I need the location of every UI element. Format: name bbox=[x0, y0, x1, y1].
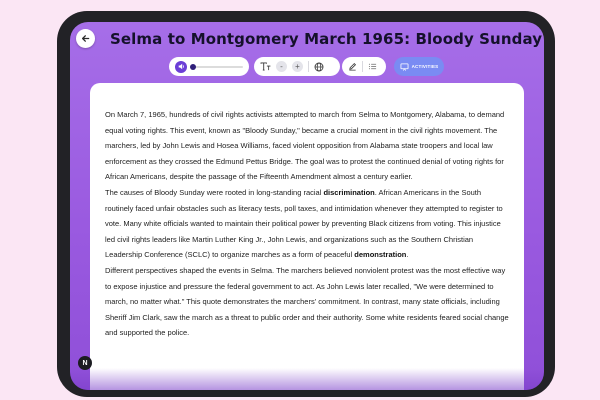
text-run: . African Americans in the South routinely faced unfair obstacles such as literacy tests, poll taxes, and intimidation whenever they attempted to register to vote. Many white officials wanted to maintain their political power by preventing Black citizens from voting. This injustice led civil rights leaders like Martin Luther King Jr., John Lewis, and organizations such as the Southern Christian Leadership Conference (SCLC) to organize marches as a form of peaceful bbox=[105, 187, 503, 260]
corner-badge-label: N bbox=[82, 359, 88, 367]
toolbar-divider bbox=[362, 61, 363, 72]
annotation-tools bbox=[342, 57, 386, 76]
back-button[interactable] bbox=[76, 29, 95, 48]
list-icon[interactable] bbox=[368, 62, 377, 71]
vocab-term-discrimination[interactable]: discrimination bbox=[323, 187, 375, 197]
article-paragraph-1: On March 7, 1965, hundreds of civil rights activists attempted to march from Selma to Montgomery, Alabama, to demand equal voting rights. This event, known as "Bloody Sunday," became a crucial moment in the civil rights movement. The marchers, led by John Lewis and Hosea Williams, faced violent opposition from Alabama state troopers and local law enforcement as they crossed the Edmund Pettus Bridge. The goal was to protest the continued denial of voting rights for African Americans, despite the passage of the Fifteenth Amendment almost a century earlier. bbox=[105, 110, 505, 182]
article-card bbox=[90, 83, 524, 390]
article-paragraph-2 bbox=[105, 185, 509, 263]
pen-icon[interactable] bbox=[348, 62, 357, 71]
arrow-left-icon bbox=[81, 34, 90, 43]
page-title: Selma to Montgomery March 1965: Bloody Sunday bbox=[110, 30, 543, 48]
text-size-icon[interactable] bbox=[260, 62, 271, 71]
font-decrease-button[interactable]: - bbox=[276, 61, 287, 72]
article-paragraph-3: Different perspectives shaped the events in Selma. The marchers believed nonviolent protest was the most effective way to expose injustice and pressure the federal government to act. As John Lewis later recalled, "We were determined to march, no matter what." This quote demonstrates the marchers' commitment. In contrast, many state officials, including Sheriff Jim Clark, saw the march as a threat to public order and their authority. Some white residents feared social change and supported the police. bbox=[105, 265, 509, 338]
text-run: The causes of Bloody Sunday were rooted in long-standing racial bbox=[105, 187, 324, 197]
activities-button[interactable] bbox=[394, 57, 444, 76]
app-screen bbox=[70, 22, 544, 390]
text-tools bbox=[254, 57, 340, 76]
presentation-icon bbox=[400, 63, 409, 71]
text-run: . bbox=[406, 250, 409, 260]
audio-progress-handle[interactable] bbox=[190, 64, 196, 70]
audio-player bbox=[169, 57, 249, 76]
activities-label: ACTIVITIES bbox=[411, 64, 439, 69]
font-increase-button[interactable]: + bbox=[292, 61, 303, 72]
audio-progress-track[interactable] bbox=[192, 66, 243, 68]
corner-badge[interactable] bbox=[78, 356, 92, 370]
reader-toolbar bbox=[70, 57, 544, 76]
audio-play-button[interactable] bbox=[175, 61, 187, 73]
toolbar-divider bbox=[308, 61, 309, 72]
speaker-icon bbox=[178, 63, 185, 70]
vocab-term-demonstration[interactable]: demonstration bbox=[354, 250, 407, 260]
globe-icon[interactable] bbox=[314, 62, 324, 72]
